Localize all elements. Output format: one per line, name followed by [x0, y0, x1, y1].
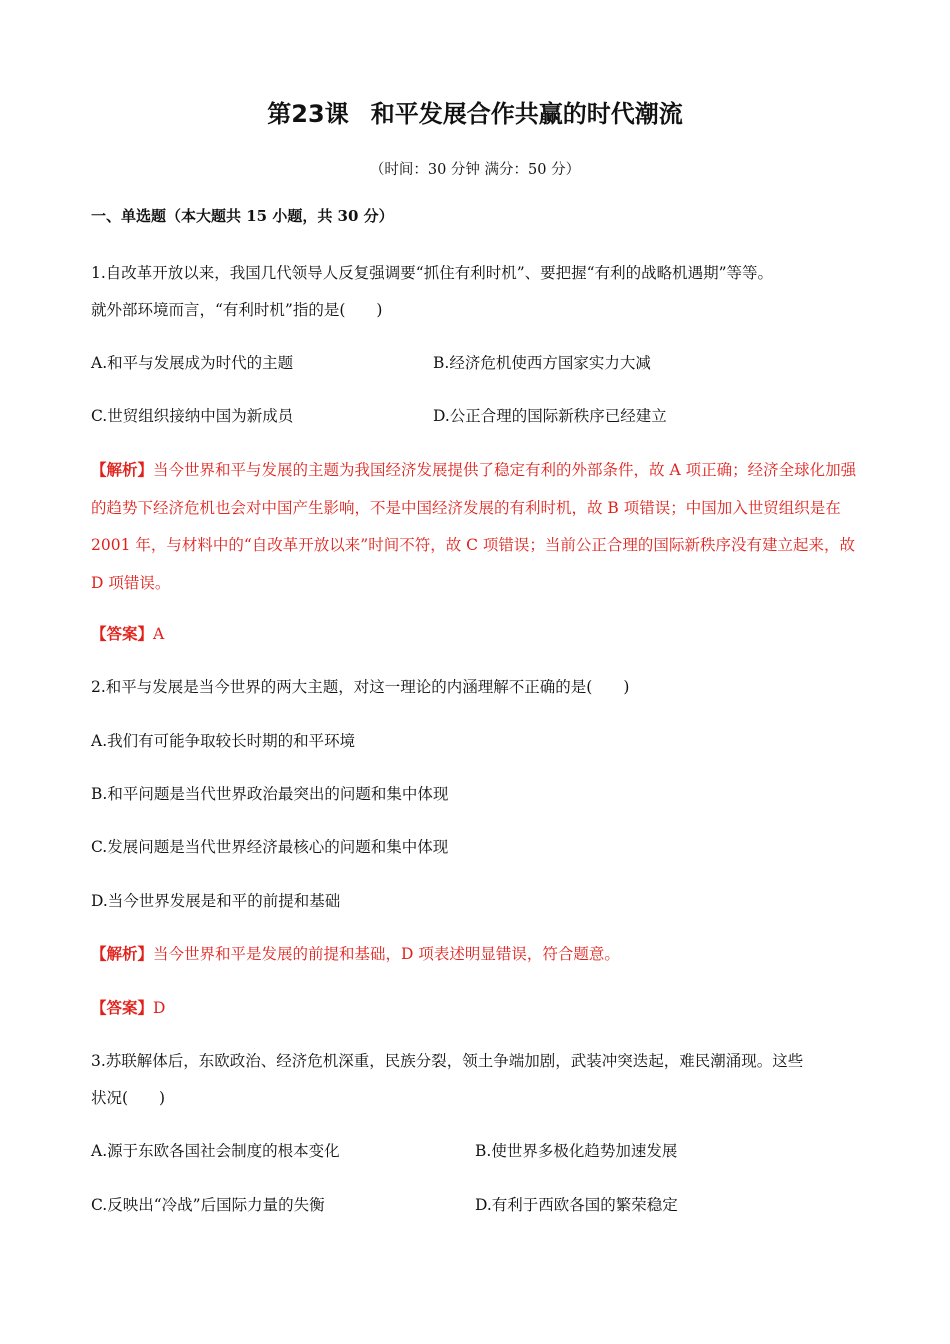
- q3-option-d: D.有利于西欧各国的繁荣稳定: [475, 1196, 678, 1214]
- q2-analysis-label: 【解析】: [91, 944, 154, 963]
- q1-analysis-text: 当今世界和平与发展的主题为我国经济发展提供了稳定有利的外部条件，故 A 项正确；经济全球化加强的趋势下经济危机也会对中国产生影响，不是中国经济发展的有利时机，故 B 项错误；中国加入世贸组织是在 2001 年，与材料中的“自改革开放以来”时间不符，故 C 项错误；当前公正合理的国际新秩序没有建立起来，故 D 项错误。: [91, 461, 857, 592]
- q1-stem-line2: 就外部环境而言，“有利时机”指的是( ): [91, 301, 383, 319]
- q1-answer: [91, 624, 164, 644]
- q2-option-d: D.当今世界发展是和平的前提和基础: [91, 892, 341, 910]
- q1-option-b: B.经济危机使西方国家实力大减: [433, 354, 651, 372]
- q1-stem-line1: 1.自改革开放以来，我国几代领导人反复强调要“抓住有利时机”、要把握“有利的战略机遇期”等等。: [91, 264, 773, 282]
- q2-stem: 2.和平与发展是当今世界的两大主题，对这一理论的内涵理解不正确的是( ): [91, 678, 630, 696]
- q1-option-c: C.世贸组织接纳中国为新成员: [91, 407, 294, 425]
- lesson-number: 第23课: [267, 100, 349, 128]
- q2-answer-value: D: [153, 999, 166, 1017]
- q2-analysis-text: 当今世界和平是发展的前提和基础，D 项表述明显错误，符合题意。: [153, 945, 620, 963]
- q1-answer-label: 【答案】: [91, 624, 154, 643]
- q1-analysis: [91, 451, 861, 602]
- q2-analysis: [91, 944, 620, 964]
- q3-option-c: C.反映出“冷战”后国际力量的失衡: [91, 1196, 325, 1214]
- q3-stem-line2: 状况( ): [91, 1089, 166, 1107]
- q3-option-b: B.使世界多极化趋势加速发展: [475, 1142, 678, 1160]
- page-title: [0, 94, 950, 129]
- q2-answer: [91, 998, 165, 1018]
- lesson-title: 和平发展合作共赢的时代潮流: [370, 100, 683, 128]
- q2-answer-label: 【答案】: [91, 998, 154, 1017]
- q2-option-a: A.我们有可能争取较长时期的和平环境: [91, 732, 356, 750]
- q3-option-a: A.源于东欧各国社会制度的根本变化: [91, 1142, 340, 1160]
- q1-analysis-label: 【解析】: [91, 460, 154, 479]
- exam-info: （时间：30 分钟 满分：50 分）: [369, 162, 581, 178]
- q1-option-a: A.和平与发展成为时代的主题: [91, 354, 294, 372]
- q2-option-b: B.和平问题是当代世界政治最突出的问题和集中体现: [91, 785, 449, 803]
- q3-stem-line1: 3.苏联解体后，东欧政治、经济危机深重，民族分裂，领土争端加剧，武装冲突迭起，难民潮涌现。这些: [91, 1052, 804, 1070]
- q1-answer-value: A: [153, 625, 165, 643]
- q1-option-d: D.公正合理的国际新秩序已经建立: [433, 407, 667, 425]
- section-heading: 一、单选题（本大题共 15 小题，共 30 分）: [91, 207, 394, 225]
- q2-option-c: C.发展问题是当代世界经济最核心的问题和集中体现: [91, 838, 449, 856]
